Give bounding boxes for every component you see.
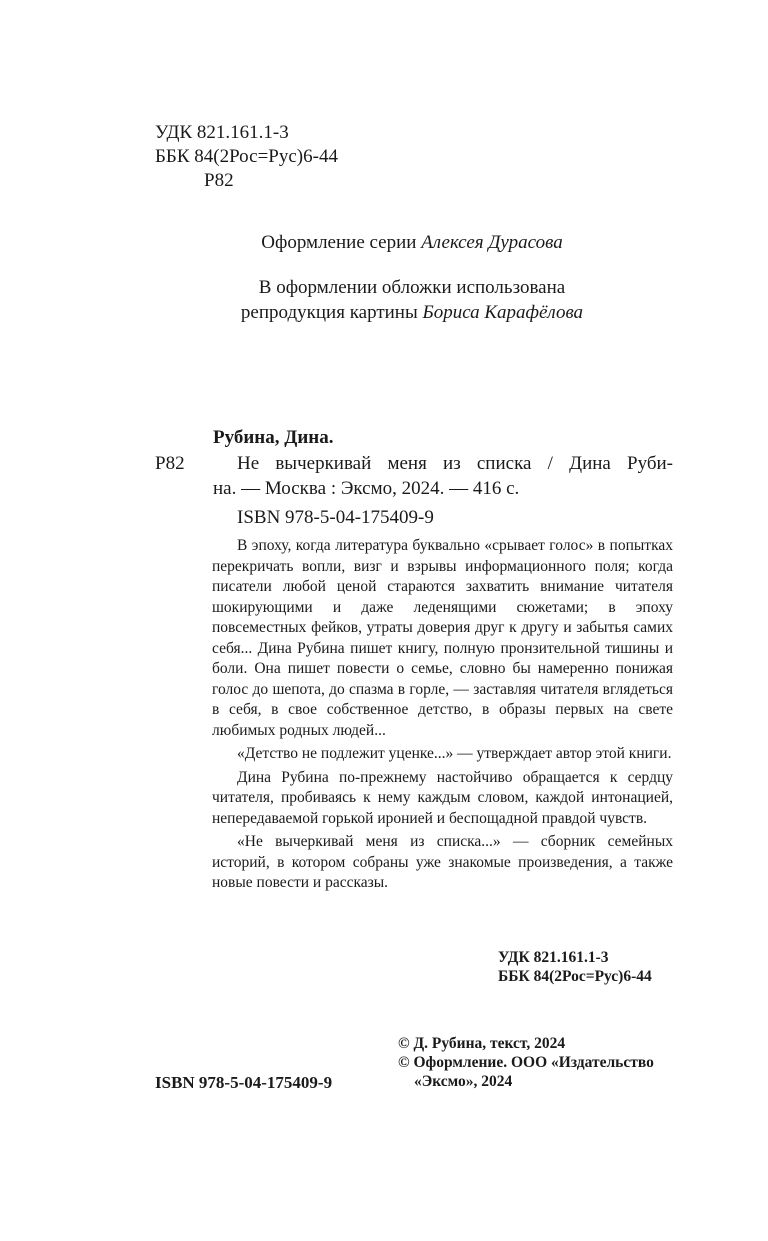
bottom-bbk-code: ББК 84(2Рос=Рус)6-44	[498, 968, 652, 985]
bbk-code: ББК 84(2Рос=Рус)6-44	[155, 146, 338, 167]
udk-code: УДК 821.161.1-3	[155, 122, 289, 143]
series-designer-name: Алексея Дурасова	[421, 232, 563, 253]
annotation-paragraph: «Не вычеркивай меня из списка...» — сборник семейных историй, в котором собраны уже знакомые произведения, а также новые повести и рассказы.	[212, 833, 673, 891]
series-design-credit	[0, 230, 768, 255]
copyright-design-cont: «Эксмо», 2024	[414, 1073, 513, 1090]
annotation-paragraph: В эпоху, когда литература буквально «срывает голос» в попытках перекричать вопли, визг и взрывы информационного поля; когда писатели любой ценой стараются захватить внимание читателя шокирующими и даже леденящими сюжетами; в эпоху повсеместных фейков, утраты доверия друг к другу и забытья самих себя... Дина Рубина пишет книгу, полную пронзительной тишины и боли. Она пишет повести о семье, словно бы намеренно понижая голос до шепота, до спазма в горле, — заставляя читателя вглядеться в себя, в свое собственное детство, в образы первых на свете любимых родных людей...	[212, 537, 673, 739]
cover-credit-line2	[0, 300, 768, 325]
cover-credit-prefix: репродукция картины	[240, 302, 423, 323]
bib-mark: Р82	[155, 453, 185, 474]
annotation-paragraph: Дина Рубина по-прежнему настойчиво обращается к сердцу читателя, пробиваясь к нему каждым словом, каждой интонацией, непередаваемой горькой иронией и беспощадной правдой чувств.	[212, 768, 673, 827]
author-mark: Р82	[204, 170, 234, 191]
bottom-udk-code: УДК 821.161.1-3	[498, 949, 609, 966]
footer-isbn: ISBN 978-5-04-175409-9	[155, 1073, 333, 1092]
annotation-paragraph: «Детство не подлежит уценке...» — утверждает автор этой книги.	[237, 745, 672, 762]
bib-description-line1: Не вычеркивай меня из списка / Дина Руби-	[237, 453, 673, 474]
annotation	[212, 536, 673, 894]
series-design-prefix: Оформление серии	[261, 232, 422, 253]
bib-isbn: ISBN 978-5-04-175409-9	[237, 507, 434, 528]
bib-description-line2: на. — Москва : Эксмо, 2024. — 416 с.	[213, 478, 520, 499]
cover-credit-line1: В оформлении обложки использована	[258, 277, 566, 298]
author-heading: Рубина, Дина.	[213, 427, 334, 448]
copyright-design: © Оформление. ООО «Издательство	[398, 1054, 654, 1071]
copyright-text: © Д. Рубина, текст, 2024	[398, 1035, 566, 1052]
cover-artist-name: Бориса Карафёлова	[422, 302, 584, 323]
